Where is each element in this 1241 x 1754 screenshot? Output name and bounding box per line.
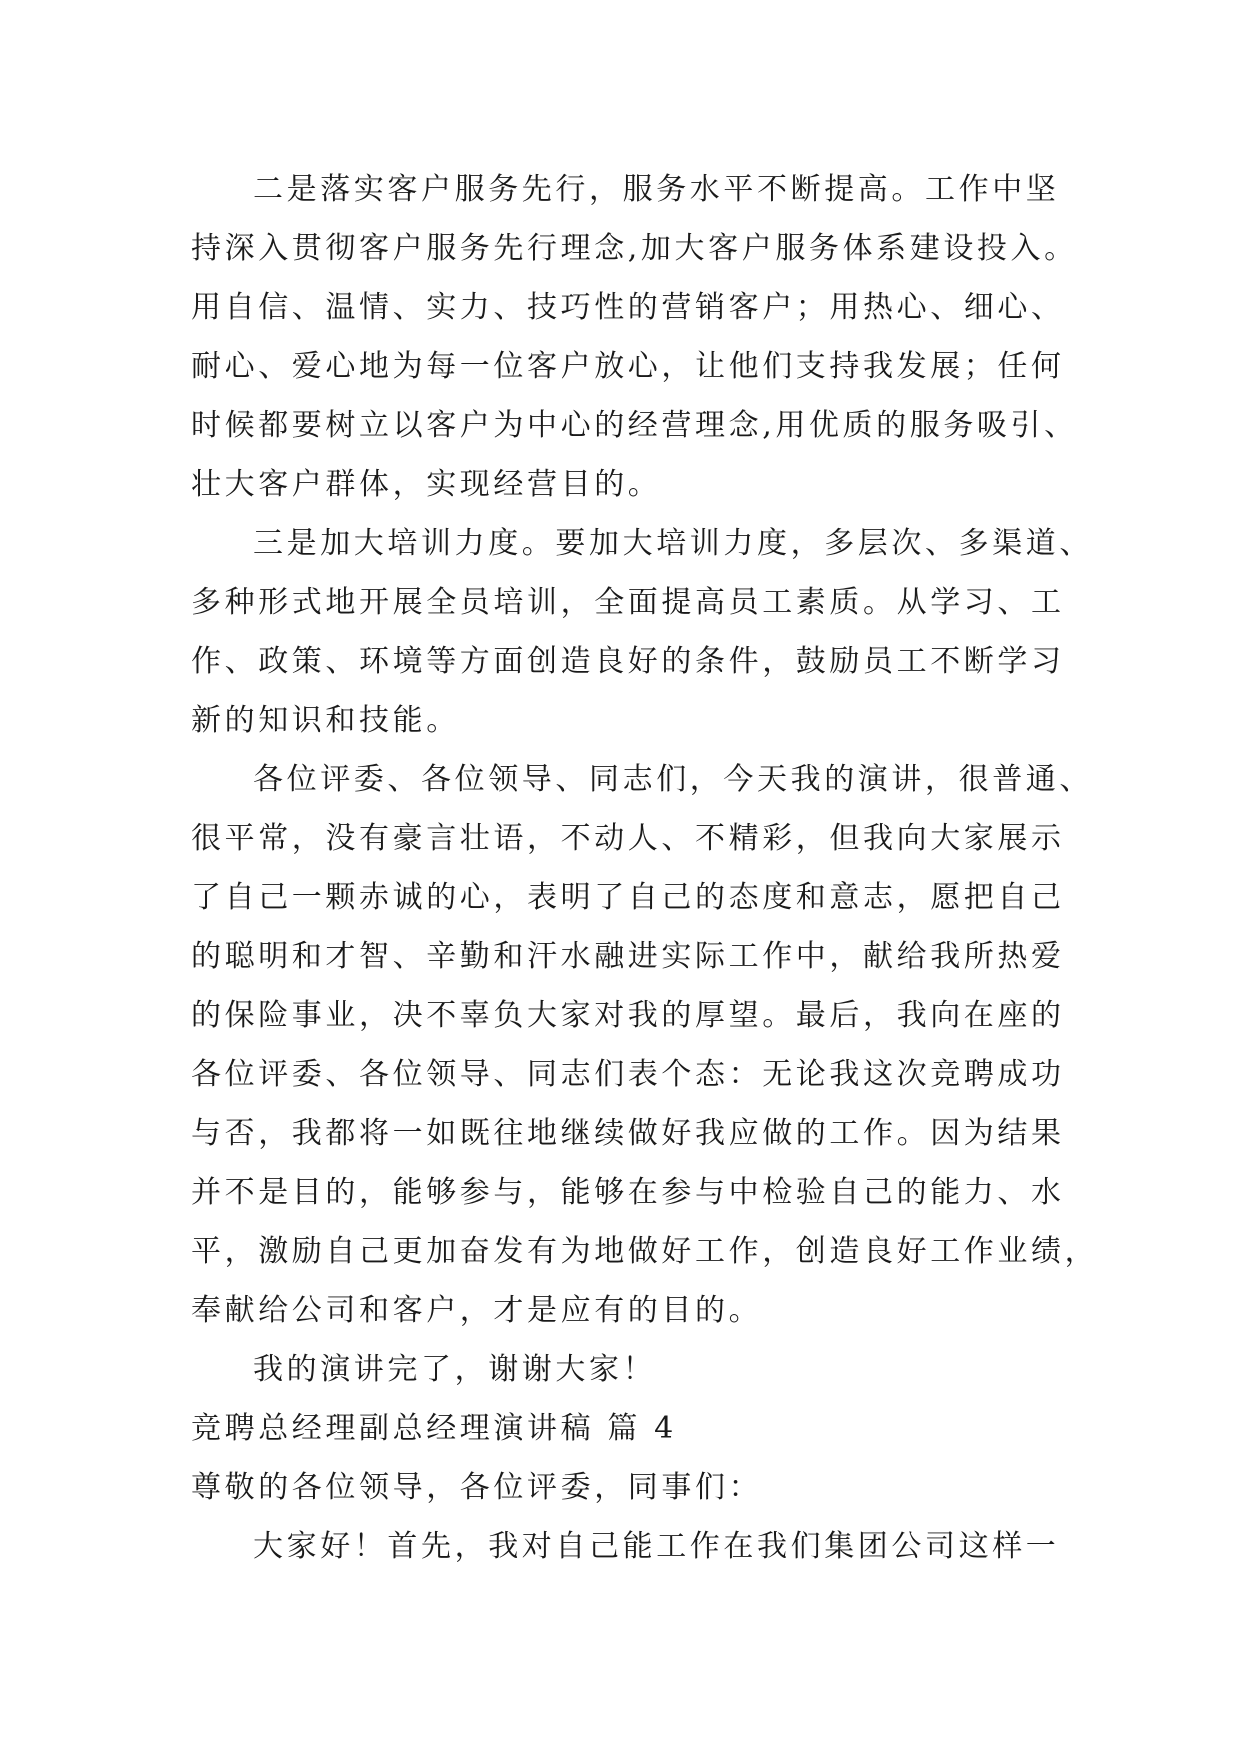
text-line: 二是落实客户服务先行，服务水平不断提高。工作中坚: [253, 172, 1060, 207]
text-line: 持深入贯彻客户服务先行理念,加大客户服务体系建设投入。: [191, 231, 1078, 266]
text-line: 时候都要树立以客户为中心的经营理念,用优质的服务吸引、: [191, 408, 1078, 443]
text-line: 我的演讲完了，谢谢大家！: [253, 1352, 657, 1387]
text-line: 了自己一颗赤诚的心，表明了自己的态度和意志，愿把自己: [191, 880, 1065, 915]
text-line: 各位评委、各位领导、同志们表个态：无论我这次竞聘成功: [191, 1057, 1065, 1092]
text-line: 并不是目的，能够参与，能够在参与中检验自己的能力、水: [191, 1175, 1065, 1210]
text-line: 新的知识和技能。: [191, 703, 460, 738]
text-line: 多种形式地开展全员培训，全面提高员工素质。从学习、工: [191, 585, 1065, 620]
text-line: 各位评委、各位领导、同志们，今天我的演讲，很普通、: [253, 762, 1093, 797]
text-line: 平，激励自己更加奋发有为地做好工作，创造良好工作业绩，: [191, 1234, 1099, 1269]
document-body: [191, 160, 1099, 1576]
text-line: 大家好！首先，我对自己能工作在我们集团公司这样一: [253, 1529, 1060, 1564]
text-line: 奉献给公司和客户，才是应有的目的。: [191, 1293, 763, 1328]
section-heading: 竞聘总经理副总经理演讲稿 篇 4: [191, 1411, 677, 1446]
text-line: 耐心、爱心地为每一位客户放心，让他们支持我发展；任何: [191, 349, 1065, 384]
text-line: 尊敬的各位领导，各位评委，同事们：: [191, 1470, 763, 1505]
text-line: 壮大客户群体，实现经营目的。: [191, 467, 662, 502]
text-line: 的聪明和才智、辛勤和汗水融进实际工作中，献给我所热爱: [191, 939, 1065, 974]
text-line: 三是加大培训力度。要加大培训力度，多层次、多渠道、: [253, 526, 1093, 561]
text-line: 很平常，没有豪言壮语，不动人、不精彩，但我向大家展示: [191, 821, 1065, 856]
text-line: 的保险事业，决不辜负大家对我的厚望。最后，我向在座的: [191, 998, 1065, 1033]
text-line: 用自信、温情、实力、技巧性的营销客户；用热心、细心、: [191, 290, 1065, 325]
text-line: 与否，我都将一如既往地继续做好我应做的工作。因为结果: [191, 1116, 1065, 1151]
text-line: 作、政策、环境等方面创造良好的条件，鼓励员工不断学习: [191, 644, 1065, 679]
